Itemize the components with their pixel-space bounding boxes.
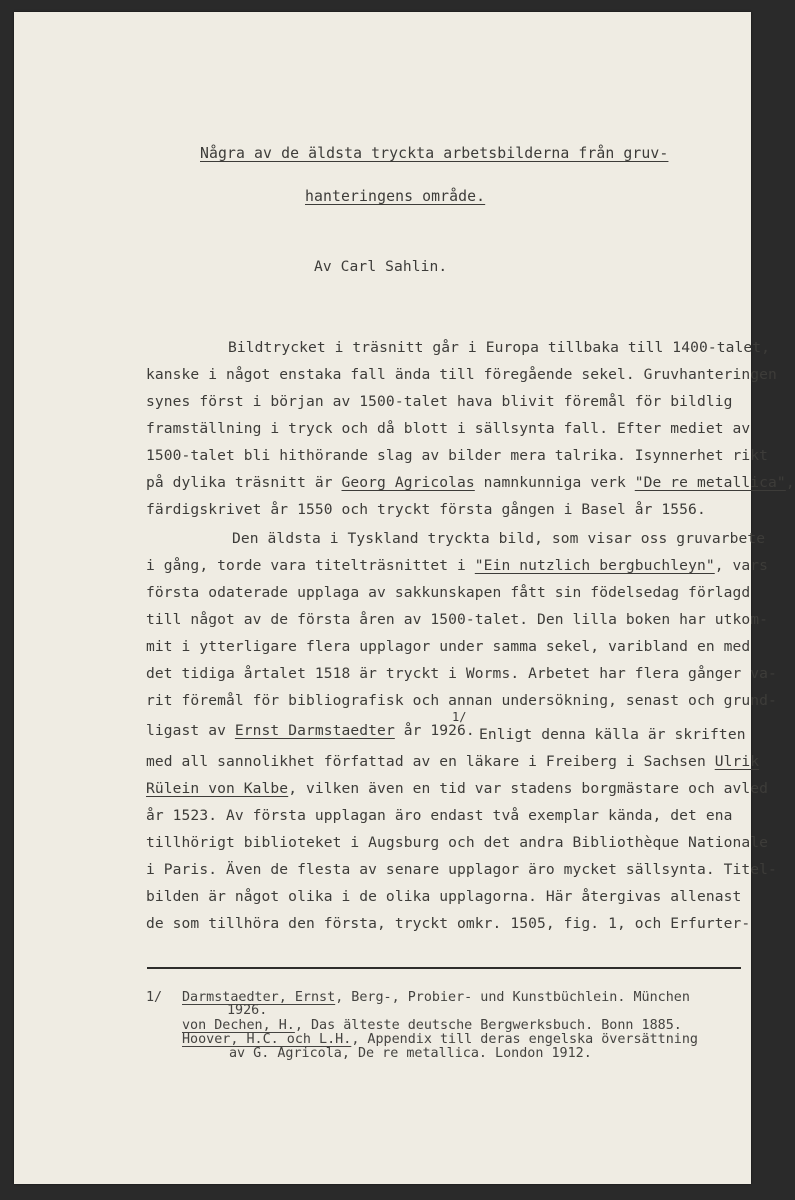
- footnote-marker: 1/: [146, 990, 163, 1005]
- p2-line-10-text-b: , vilken även en tid var stadens borgmästare och avled: [288, 780, 769, 797]
- ref-rulein-von-kalbe: Rülein von Kalbe: [146, 780, 289, 797]
- p2-line-9-text-a: med all sannolikhet författad av en läkare i Freiberg i Sachsen: [146, 753, 715, 770]
- p1-line-7: färdigskrivet år 1550 och tryckt första gången i Basel år 1556.: [146, 501, 706, 518]
- p2-line-6: det tidiga årtalet 1518 är tryckt i Worms. Arbetet har flera gånger va-: [146, 665, 777, 682]
- p2-line-8-text-b: år 1926.: [394, 722, 475, 739]
- p2-line-8: [146, 722, 475, 739]
- footnote-2-text: , Das älteste deutsche Bergwerksbuch. Bonn 1885.: [294, 1018, 682, 1033]
- p1-line-4: framställning i tryck och då blott i sällsynta fall. Efter mediet av: [146, 420, 751, 437]
- ref-ernst-darmstaedter: Ernst Darmstaedter: [234, 722, 395, 739]
- ref-ein-nutzlich-bergbuchleyn: "Ein nutzlich bergbuchleyn": [474, 557, 715, 574]
- p1-line-6-text-c: ,: [785, 474, 795, 491]
- p2-line-15: de som tillhöra den första, tryckt omkr. 1505, fig. 1, och Erfurter-: [146, 915, 751, 932]
- p2-line-1: Den äldsta i Tyskland tryckta bild, som visar oss gruvarbete: [232, 530, 766, 547]
- p2-line-8-continued: Enligt denna källa är skriften: [479, 726, 746, 743]
- footnote-2: [182, 1018, 682, 1033]
- p1-line-2: kanske i något enstaka fall ända till föregående sekel. Gruvhanteringen: [146, 366, 777, 383]
- p1-line-5: 1500-talet bli hithörande slag av bilder mera talrika. Isynnerhet rikt: [146, 447, 769, 464]
- p2-line-8-text-a: ligast av: [146, 722, 235, 739]
- footnote-2-author: von Dechen, H.: [182, 1018, 295, 1033]
- title-line-2: hanteringens område.: [305, 188, 486, 205]
- p2-line-9: [146, 753, 759, 770]
- p2-line-7: rit föremål för bibliografisk och annan undersökning, senast och grund-: [146, 692, 777, 709]
- footnote-3: [182, 1032, 698, 1047]
- title-line-1: Några av de äldsta tryckta arbetsbilderna från gruv-: [200, 145, 669, 162]
- p1-line-6-text-a: på dylika träsnitt är: [146, 474, 342, 491]
- p2-line-5: mit i ytterligare flera upplagor under samma sekel, varibland en med: [146, 638, 751, 655]
- footnote-3-author: Hoover, H.C. och L.H.: [182, 1032, 352, 1047]
- footnote-3-continued: av G. Agricola, De re metallica. London 1912.: [229, 1046, 592, 1061]
- p2-line-13: i Paris. Även de flesta av senare upplagor äro mycket sällsynta. Titel-: [146, 861, 777, 878]
- p2-line-2-text-a: i gång, torde vara titelträsnittet i: [146, 557, 475, 574]
- footnote-separator: [147, 967, 741, 969]
- footnote-3-text: , Appendix till deras engelska översättning: [351, 1032, 698, 1047]
- author-line: Av Carl Sahlin.: [314, 258, 448, 275]
- p2-line-10: [146, 780, 768, 797]
- document-page: [14, 12, 795, 1184]
- p2-line-14: bilden är något olika i de olika upplagorna. Här återgivas allenast: [146, 888, 742, 905]
- p2-line-11: år 1523. Av första upplagan äro endast två exemplar kända, det ena: [146, 807, 733, 824]
- p2-line-2: [146, 557, 768, 574]
- footnote-1-text: , Berg-, Probier- und Kunstbüchlein. München: [335, 990, 690, 1005]
- footnote-reference: 1/: [452, 710, 467, 724]
- ref-de-re-metallica: "De re metallica": [634, 474, 786, 491]
- p2-line-12: tillhörigt biblioteket i Augsburg och det andra Bibliothèque Nationale: [146, 834, 769, 851]
- p2-line-4: till något av de första åren av 1500-talet. Den lilla boken har utkom-: [146, 611, 769, 628]
- p1-line-6: [146, 474, 795, 491]
- p1-line-1: Bildtrycket i träsnitt går i Europa tillbaka till 1400-talet,: [228, 339, 771, 356]
- ref-ulrik: Ulrik: [714, 753, 760, 770]
- footnote-1-author: Darmstaedter, Ernst: [182, 990, 336, 1005]
- p1-line-3: synes först i början av 1500-talet hava blivit föremål för bildlig: [146, 393, 733, 410]
- p1-line-6-text-b: namnkunniga verk: [474, 474, 635, 491]
- p2-line-2-text-b: , vars: [714, 557, 769, 574]
- p2-line-3: första odaterade upplaga av sakkunskapen fått sin födelsedag förlagd: [146, 584, 751, 601]
- footnote-1-year: 1926.: [227, 1003, 268, 1018]
- ref-georg-agricolas: Georg Agricolas: [341, 474, 475, 491]
